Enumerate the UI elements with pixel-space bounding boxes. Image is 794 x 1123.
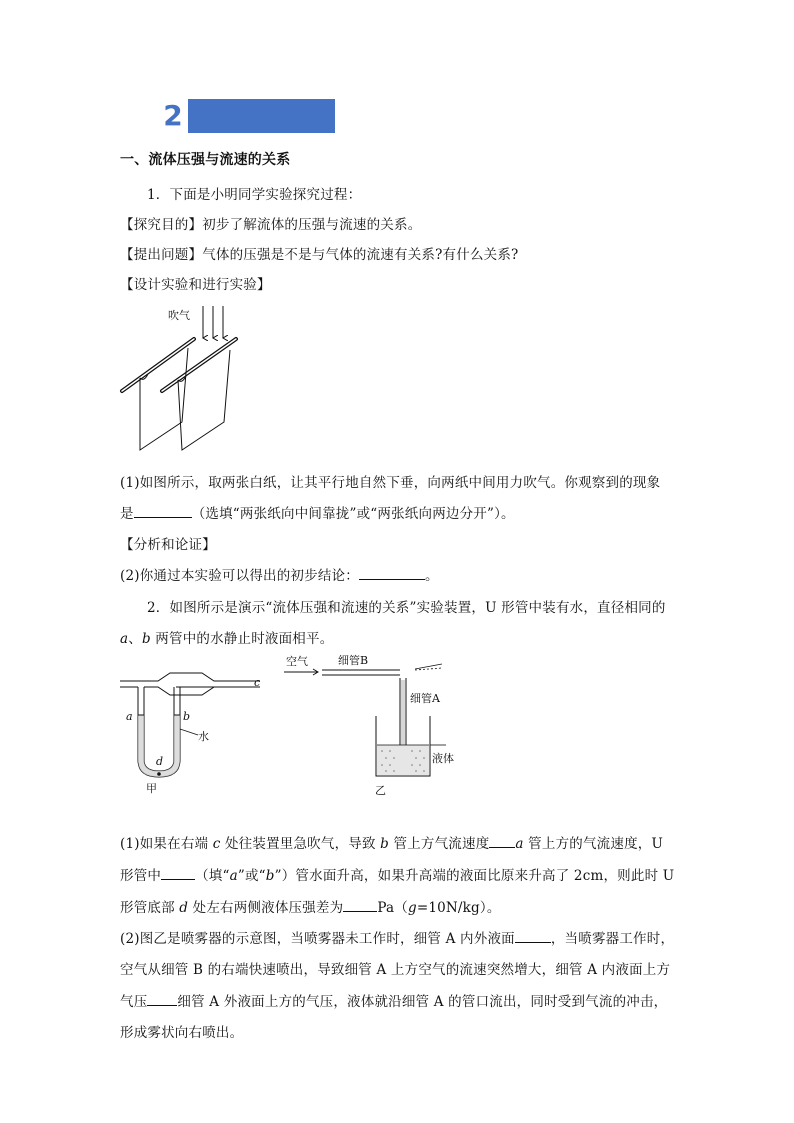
t3: 管上方气流速度 — [389, 836, 490, 852]
label-a: a — [126, 710, 133, 723]
q1-intro: 1．下面是小明同学实验探究过程： — [147, 187, 362, 203]
q2-p1-line1 — [120, 832, 663, 852]
q2-intro-line1: 2．如图所示是演示“流体压强和流速的关系”实验装置，U 形管中装有水，直径相同的 — [147, 600, 666, 616]
var-b2: b — [380, 836, 390, 852]
answer-blank-4[interactable] — [161, 867, 195, 880]
p1-pre: 是 — [120, 506, 134, 522]
q2-p2-line1 — [120, 927, 674, 947]
answer-blank-7[interactable] — [147, 993, 177, 1006]
t4: 管上方的气流速度，U — [523, 836, 664, 852]
q1-question — [120, 243, 518, 263]
paper-blow-figure — [118, 300, 248, 456]
t13: (2)图乙是喷雾器的示意图，当喷雾器未工作时，细管 A 内外液面 — [120, 931, 515, 947]
t9: 形管底部 — [120, 900, 180, 916]
answer-blank-3[interactable] — [489, 835, 515, 848]
question-label: 【提出问题】 — [120, 247, 203, 263]
t8: ”）管水面升高，如果升高端的液面比原来升高了 2cm，则此时 U — [274, 868, 675, 884]
section-title: 一、流体压强与流速的关系 — [120, 152, 291, 168]
answer-blank-6[interactable] — [515, 930, 551, 943]
section-badge — [160, 99, 335, 133]
q2-p2-line4: 形成雾状向右喷出。 — [120, 1025, 244, 1041]
q1-analysis-label: 【分析和论证】 — [120, 537, 216, 553]
answer-blank-5[interactable] — [343, 899, 377, 912]
label-d: d — [156, 755, 164, 768]
t15: 气压 — [120, 994, 148, 1010]
label-liquid: 液体 — [432, 752, 454, 765]
purpose-text: 初步了解流体的压强与流速的关系。 — [202, 217, 422, 233]
t16: 细管 A 外液面上方的气压，液体就沿细管 A 的管口流出，同时受到气流的冲击， — [177, 994, 668, 1010]
p2-post: 。 — [424, 568, 439, 584]
t7: ”或“ — [237, 868, 266, 884]
p2-pre: (2)你通过本实验可以得出的初步结论： — [120, 568, 359, 584]
q2-p2-line3 — [120, 990, 667, 1010]
q2-p1-line3 — [120, 896, 501, 916]
u-tube-figure — [118, 665, 268, 795]
badge-bar — [188, 99, 335, 133]
sprayer-figure — [280, 650, 454, 800]
q2-p2-line2: 空气从细管 B 的右端快速喷出，导致细管 A 上方空气的流速突然增大，细管 A 内液面上方 — [120, 962, 671, 978]
q2-p1-line2 — [120, 864, 674, 884]
t12: =10N/kg）。 — [416, 900, 501, 916]
var-a: a — [120, 631, 129, 647]
var-g: g — [407, 900, 417, 916]
q2-intro-line2 — [120, 627, 333, 647]
t5: 形管中 — [120, 868, 162, 884]
label-b: b — [183, 710, 191, 723]
label-tubeB: 细管B — [338, 654, 369, 667]
t11: Pa（ — [377, 900, 408, 916]
label-tubeA: 细管A — [410, 692, 440, 705]
question-text: 气体的压强是不是与气体的流速有关系?有什么关系? — [202, 247, 519, 263]
purpose-label: 【探究目的】 — [120, 217, 203, 233]
label-c: c — [254, 676, 261, 689]
badge-number: 2 — [163, 99, 183, 132]
q1-design-label: 【设计实验和进行实验】 — [120, 277, 271, 293]
sep: 、 — [128, 631, 142, 647]
t6: （填“ — [195, 868, 230, 884]
var-b3: b — [265, 868, 275, 884]
label-water: 水 — [198, 730, 209, 743]
intro-rest: 两管中的水静止时液面相平。 — [150, 631, 334, 647]
answer-blank-1[interactable] — [134, 505, 192, 518]
var-a2: a — [515, 836, 524, 852]
caption-jia: 甲 — [146, 782, 157, 795]
q1-p1-line1: (1)如图所示，取两张白纸，让其平行地自然下垂，向两纸中间用力吹气。你观察到的现象 — [120, 475, 661, 491]
p1-post: （选填“两张纸向中间靠拢”或“两张纸向两边分开”）。 — [191, 506, 515, 522]
answer-blank-2[interactable] — [359, 567, 425, 580]
var-d: d — [179, 900, 189, 916]
blow-label: 吹气 — [168, 309, 190, 322]
t2: 处往装置里急吹气，导致 — [220, 836, 381, 852]
t10: 处左右两侧液体压强差为 — [188, 900, 344, 916]
q1-purpose — [120, 213, 421, 233]
t1: (1)如果在右端 — [120, 836, 213, 852]
var-c: c — [212, 836, 221, 852]
t14: ，当喷雾器工作时， — [550, 931, 675, 947]
label-air: 空气 — [286, 655, 308, 668]
q1-p1-line2 — [120, 502, 515, 522]
var-b: b — [141, 631, 151, 647]
var-a3: a — [229, 868, 238, 884]
q1-p2 — [120, 564, 439, 584]
caption-yi: 乙 — [375, 784, 386, 797]
